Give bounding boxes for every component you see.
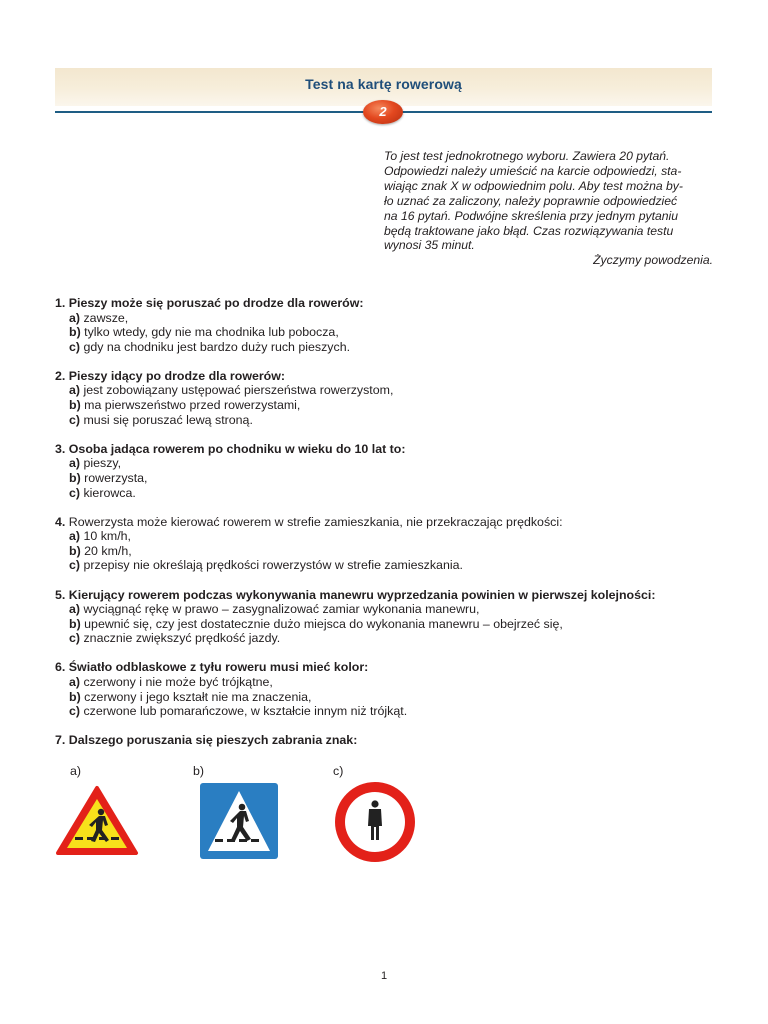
question-7 bbox=[55, 733, 735, 748]
answer-text: ma pierwszeństwo przed rowerzystami, bbox=[84, 398, 301, 413]
intro-line: Odpowiedzi należy umieścić na karcie odpowiedzi, sta- bbox=[384, 163, 682, 178]
question-number: 6. bbox=[55, 660, 66, 675]
intro-line: będą traktowane jako błąd. Czas rozwiązywania testu bbox=[384, 223, 674, 238]
intro-text bbox=[384, 149, 713, 268]
intro-line: To jest test jednokrotnego wyboru. Zawiera 20 pytań. bbox=[384, 149, 670, 163]
answer-letter: c) bbox=[69, 412, 81, 427]
question-list bbox=[55, 296, 735, 762]
answer-option bbox=[55, 325, 735, 340]
answer-letter: c) bbox=[69, 631, 81, 646]
question-number: 7. bbox=[55, 733, 66, 748]
question-1 bbox=[55, 296, 735, 354]
question-title bbox=[55, 442, 735, 457]
answer-option bbox=[55, 558, 735, 573]
answer-option bbox=[55, 704, 735, 719]
question-2 bbox=[55, 369, 735, 427]
question-number: 5. bbox=[55, 587, 66, 602]
page-number: 1 bbox=[380, 970, 388, 982]
answer-option bbox=[55, 675, 735, 690]
answer-text: tylko wtedy, gdy nie ma chodnika lub pobocza, bbox=[84, 325, 339, 340]
answer-letter: c) bbox=[69, 339, 81, 354]
answer-text: rowerzysta, bbox=[84, 470, 148, 485]
question-title bbox=[55, 296, 735, 311]
answer-option bbox=[55, 486, 735, 501]
question-title bbox=[55, 733, 735, 748]
sign-b-label: b) bbox=[193, 764, 205, 778]
question-4 bbox=[55, 515, 735, 573]
answer-option bbox=[55, 690, 735, 705]
question-3 bbox=[55, 442, 735, 500]
answer-text: 10 km/h, bbox=[83, 529, 132, 544]
answer-text: wyciągnąć rękę w prawo – zasygnalizować zamiar wykonania manewru, bbox=[83, 602, 480, 617]
question-text: Dalszego poruszania się pieszych zabrania znak: bbox=[68, 733, 358, 748]
answer-letter: b) bbox=[69, 398, 81, 413]
answer-text: 20 km/h, bbox=[84, 543, 132, 558]
answer-option bbox=[55, 398, 735, 413]
question-text: Pieszy idący po drodze dla rowerów: bbox=[68, 368, 285, 383]
question-text: Kierujący rowerem podczas wykonywania manewru wyprzedzania powinien w pierwszej kolejności: bbox=[68, 587, 656, 602]
page-title: Test na kartę rowerową bbox=[305, 76, 462, 92]
answer-option bbox=[55, 456, 735, 471]
question-5 bbox=[55, 588, 735, 646]
answer-option bbox=[55, 340, 735, 355]
answer-text: pieszy, bbox=[83, 456, 122, 471]
sign-c-label: c) bbox=[333, 764, 344, 778]
answer-text: kierowca. bbox=[83, 485, 136, 500]
answer-option bbox=[55, 529, 735, 544]
answer-text: czerwony i nie może być trójkątne, bbox=[83, 674, 273, 689]
intro-line: wynosi 35 minut. bbox=[384, 238, 475, 253]
answer-text: przepisy nie określają prędkości rowerzystów w strefie zamieszkania. bbox=[83, 558, 463, 573]
intro-line: na 16 pytań. Podwójne skreślenia przy jednym pytaniu bbox=[384, 208, 679, 223]
answer-letter: a) bbox=[69, 529, 81, 544]
answer-letter: b) bbox=[69, 543, 81, 558]
answer-text: czerwone lub pomarańczowe, w kształcie innym niż trójkąt. bbox=[83, 704, 408, 719]
pedestrian-crossing-warning-sign-icon bbox=[55, 785, 139, 857]
answer-option bbox=[55, 617, 735, 632]
answer-text: upewnić się, czy jest dostatecznie dużo miejsca do wykonania manewru – obejrzeć się, bbox=[84, 616, 563, 631]
answer-letter: b) bbox=[69, 470, 81, 485]
sign-a-label: a) bbox=[70, 764, 82, 778]
question-number: 2. bbox=[55, 368, 66, 383]
question-number: 3. bbox=[55, 441, 66, 456]
answer-letter: a) bbox=[69, 456, 81, 471]
answer-text: znacznie zwiększyć prędkość jazdy. bbox=[83, 631, 281, 646]
question-text: Osoba jadąca rowerem po chodniku w wieku do 10 lat to: bbox=[68, 441, 406, 456]
answer-letter: b) bbox=[69, 325, 81, 340]
answer-option bbox=[55, 544, 735, 559]
question-title bbox=[55, 660, 735, 675]
answer-option bbox=[55, 471, 735, 486]
answer-option bbox=[55, 413, 735, 428]
test-number-badge: 2 bbox=[363, 100, 403, 124]
question-text: Pieszy może się poruszać po drodze dla rowerów: bbox=[68, 296, 364, 310]
answer-letter: a) bbox=[69, 383, 81, 398]
intro-line: wiając znak X w odpowiednim polu. Aby test można by- bbox=[384, 178, 683, 193]
answer-letter: b) bbox=[69, 616, 81, 631]
answer-text: jest zobowiązany ustępować pierszeństwa rowerzystom, bbox=[83, 383, 394, 398]
answer-text: musi się poruszać lewą stroną. bbox=[83, 412, 253, 427]
intro-line: ło uznać za zaliczony, należy poprawnie odpowiedzieć bbox=[384, 193, 678, 208]
no-pedestrians-sign-icon bbox=[332, 780, 418, 864]
answer-option bbox=[55, 383, 735, 398]
answer-option bbox=[55, 631, 735, 646]
answer-letter: c) bbox=[69, 704, 81, 719]
answer-text: czerwony i jego kształt nie ma znaczenia, bbox=[84, 689, 312, 704]
answer-letter: c) bbox=[69, 485, 81, 500]
answer-letter: c) bbox=[69, 558, 81, 573]
answer-text: zawsze, bbox=[83, 310, 129, 325]
answer-letter: a) bbox=[69, 674, 81, 689]
intro-wish: Życzymy powodzenia. bbox=[593, 253, 713, 268]
question-text: Światło odblaskowe z tyłu roweru musi mieć kolor: bbox=[68, 660, 369, 675]
answer-option bbox=[55, 311, 735, 326]
question-title bbox=[55, 588, 735, 603]
question-title bbox=[55, 515, 735, 530]
answer-text: gdy na chodniku jest bardzo duży ruch pieszych. bbox=[83, 339, 351, 354]
question-6 bbox=[55, 660, 735, 718]
question-number: 4. bbox=[55, 514, 66, 529]
pedestrian-crossing-sign-icon bbox=[200, 783, 278, 859]
answer-letter: a) bbox=[69, 310, 81, 325]
answer-letter: a) bbox=[69, 602, 81, 617]
question-number: 1. bbox=[55, 296, 66, 310]
question-title bbox=[55, 369, 735, 384]
question-text: Rowerzysta może kierować rowerem w strefie zamieszkania, nie przekraczając prędkości: bbox=[68, 514, 563, 529]
answer-option bbox=[55, 602, 735, 617]
answer-letter: b) bbox=[69, 689, 81, 704]
